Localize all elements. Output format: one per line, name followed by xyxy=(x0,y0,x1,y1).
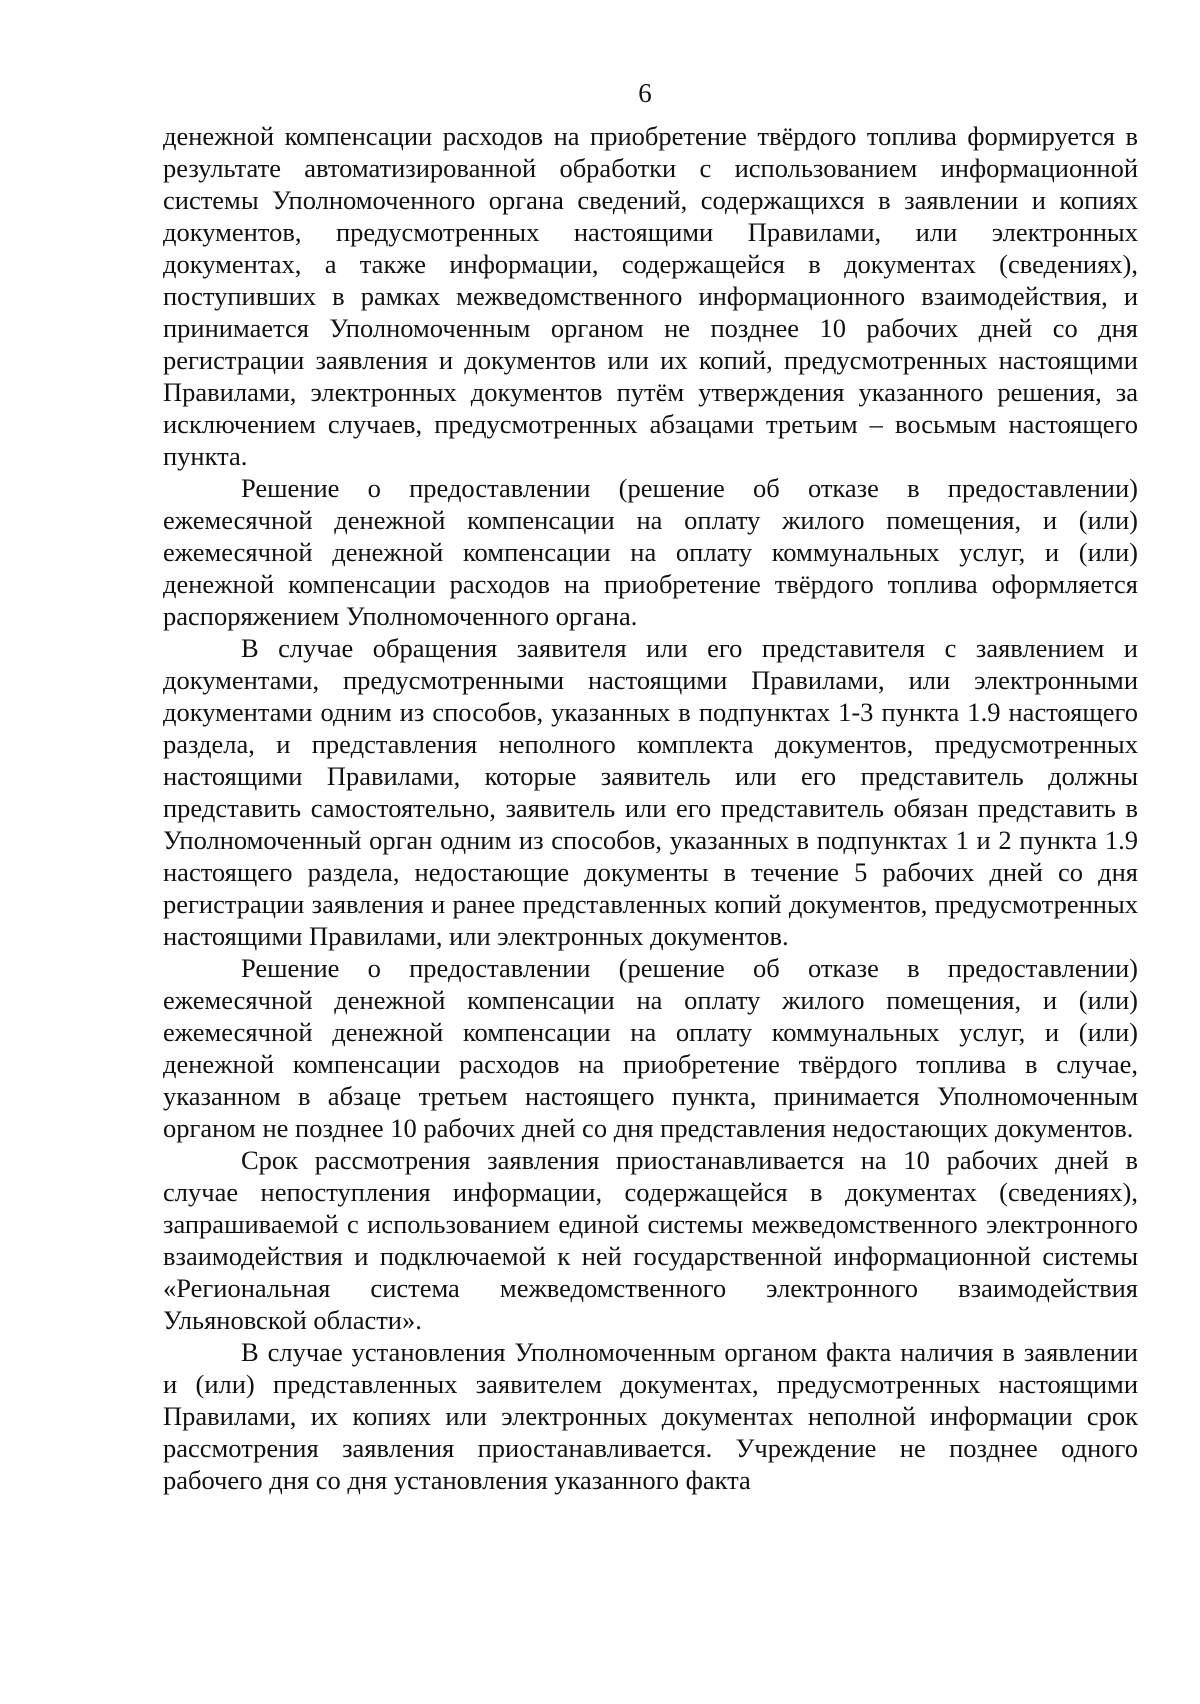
paragraph: В случае обращения заявителя или его представителя с заявлением и документами, предусмотренными настоящими Правилами, или электронными документами одним из способов, указанных в подпунктах 1-3 пункта 1.9 настоящего раздела, и представления неполного комплекта документов, предусмотренных настоящими Правилами, которые заявитель или его представитель должны представить самостоятельно, заявитель или его представитель обязан представить в Уполномоченный орган одним из способов, указанных в подпунктах 1 и 2 пункта 1.9 настоящего раздела, недостающие документы в течение 5 рабочих дней со дня регистрации заявления и ранее представленных копий документов, предусмотренных настоящими Правилами, или электронных документов. xyxy=(163,633,1138,951)
paragraph: Решение о предоставлении (решение об отказе в предоставлении) ежемесячной денежной компенсации на оплату жилого помещения, и (или) ежемесячной денежной компенсации на оплату коммунальных услуг, и (или) денежной компенсации расходов на приобретение твёрдого топлива в случае, указанном в абзаце третьем настоящего пункта, принимается Уполномоченным органом не позднее 10 рабочих дней со дня представления недостающих документов. xyxy=(163,953,1138,1143)
paragraph: Срок рассмотрения заявления приостанавливается на 10 рабочих дней в случае непоступления информации, содержащейся в документах (сведениях), запрашиваемой с использованием единой системы межведомственного электронного взаимодействия и подключаемой к ней государственной информационной системы «Региональная система межведомственного электронного взаимодействия Ульяновской области». xyxy=(163,1145,1138,1335)
page-number: 6 xyxy=(638,78,652,108)
document-body xyxy=(163,120,1138,1496)
paragraph: В случае установления Уполномоченным органом факта наличия в заявлении и (или) представленных заявителем документах, предусмотренных настоящими Правилами, их копиях или электронных документах неполной информации срок рассмотрения заявления приостанавливается. Учреждение не позднее одного рабочего дня со дня установления указанного факта xyxy=(163,1337,1138,1495)
paragraph-continuation: денежной компенсации расходов на приобретение твёрдого топлива формируется в результате автоматизированной обработки с использованием информационной системы Уполномоченного органа сведений, содержащихся в заявлении и копиях документов, предусмотренных настоящими Правилами, или электронных документах, а также информации, содержащейся в документах (сведениях), поступивших в рамках межведомственного информационного взаимодействия, и принимается Уполномоченным органом не позднее 10 рабочих дней со дня регистрации заявления и документов или их копий, предусмотренных настоящими Правилами, электронных документов путём утверждения указанного решения, за исключением случаев, предусмотренных абзацами третьим – восьмым настоящего пункта. xyxy=(163,121,1138,471)
paragraph: Решение о предоставлении (решение об отказе в предоставлении) ежемесячной денежной компенсации на оплату жилого помещения, и (или) ежемесячной денежной компенсации на оплату коммунальных услуг, и (или) денежной компенсации расходов на приобретение твёрдого топлива оформляется распоряжением Уполномоченного органа. xyxy=(163,473,1138,631)
